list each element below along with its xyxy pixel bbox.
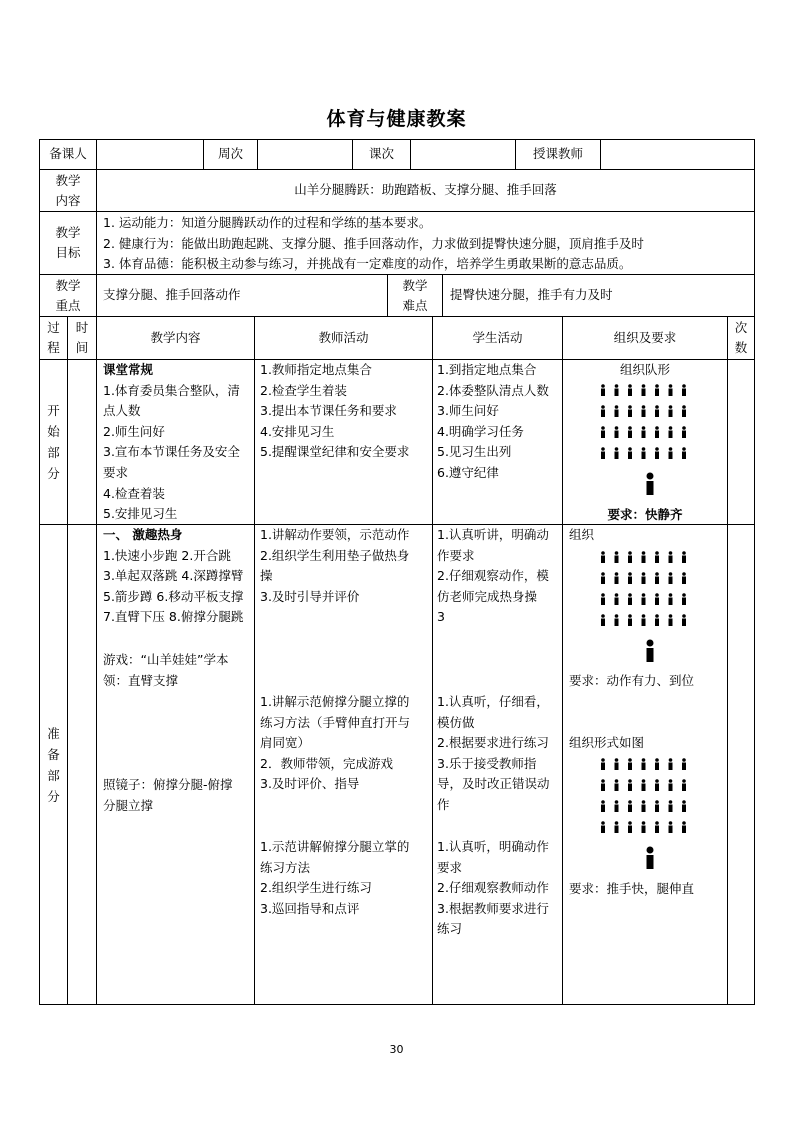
student-figure-icon <box>628 572 632 584</box>
student-figure-icon <box>615 758 619 770</box>
prep-content-b: 游戏：“山羊娃娃”学本 领：直臂支撑 <box>103 652 229 688</box>
student-figure-icon <box>601 614 605 626</box>
start-teacher-figure <box>643 472 657 496</box>
student-figure-icon <box>601 800 605 812</box>
student-figure-icon <box>669 447 673 459</box>
student-figure-icon <box>615 405 619 417</box>
prep-label: 准备部分 <box>47 725 60 804</box>
prep-content-title: 一、 激趣热身 <box>103 527 183 542</box>
teacher-label: 授课教师 <box>532 146 583 162</box>
student-figure-icon <box>642 758 646 770</box>
student-figure-icon <box>655 593 659 605</box>
prep-org-requirement-b: 要求：推手快，腿伸直 <box>569 881 695 896</box>
student-figure-icon <box>655 800 659 812</box>
prep-student-a: 1.认真听讲，明确动 作要求 2.仔细观察动作，模 仿老师完成热身操 3 <box>437 527 549 625</box>
student-figure-icon <box>615 384 619 396</box>
student-figure-icon <box>642 447 646 459</box>
student-figure-icon <box>682 572 686 584</box>
student-figure-icon <box>628 758 632 770</box>
student-figure-icon <box>655 384 659 396</box>
student-figure-icon <box>601 405 605 417</box>
student-figure-icon <box>669 614 673 626</box>
prep-formation-b <box>598 756 690 842</box>
student-figure-icon <box>628 779 632 791</box>
goal-item: 2. 健康行为：能做出助跑起跳、支撑分腿、推手回落动作，力求做到提臀快速分腿，顶肩推手及时 <box>103 235 644 251</box>
student-figure-icon <box>642 384 646 396</box>
student-figure-icon <box>642 821 646 833</box>
student-figure-icon <box>628 426 632 438</box>
student-figure-icon <box>682 405 686 417</box>
prep-org-title-a: 组织 <box>569 527 595 542</box>
student-figure-icon <box>669 426 673 438</box>
student-figure-icon <box>615 593 619 605</box>
student-figure-icon <box>615 447 619 459</box>
start-label: 开始部分 <box>47 403 60 481</box>
student-figure-icon <box>669 405 673 417</box>
prep-teacher-c: 1.示范讲解俯撑分腿立掌的 练习方法 2.组织学生进行练习 3.巡回指导和点评 <box>260 839 410 916</box>
student-figure-icon <box>628 447 632 459</box>
prep-org-requirement-a: 要求：动作有力、到位 <box>569 673 695 688</box>
week-value <box>258 140 352 169</box>
student-figure-icon <box>669 758 673 770</box>
student-figure-icon <box>669 593 673 605</box>
student-figure-icon <box>642 426 646 438</box>
student-figure-icon <box>655 426 659 438</box>
student-figure-icon <box>615 821 619 833</box>
student-figure-icon <box>669 572 673 584</box>
student-figure-icon <box>601 572 605 584</box>
student-figure-icon <box>601 384 605 396</box>
student-figure-icon <box>601 593 605 605</box>
goal-item: 3. 体育品德：能积极主动参与练习，并挑战有一定难度的动作，培养学生勇敢果断的意志品质。 <box>103 256 632 271</box>
student-figure-icon <box>682 593 686 605</box>
student-figure-icon <box>655 821 659 833</box>
student-figure-icon <box>682 384 686 396</box>
lesson-no-value <box>411 140 515 169</box>
student-figure-icon <box>601 551 605 563</box>
student-figure-icon <box>642 405 646 417</box>
content-label: 教学内容 <box>55 172 81 208</box>
goals-label: 教学目标 <box>55 225 81 260</box>
teacher-figure-icon <box>647 473 654 496</box>
start-org-requirement: 要求：快静齐 <box>607 507 683 522</box>
student-figure-icon <box>601 447 605 459</box>
student-figure-icon <box>615 426 619 438</box>
prep-content-c: 照镜子：俯撑分腿-俯撑 分腿立撑 <box>103 777 233 813</box>
col-process: 过程 <box>47 320 60 355</box>
student-figure-icon <box>682 614 686 626</box>
student-figure-icon <box>642 779 646 791</box>
student-figure-icon <box>628 405 632 417</box>
student-figure-icon <box>615 779 619 791</box>
prep-teacher-figure-b <box>643 846 657 870</box>
student-figure-icon <box>628 821 632 833</box>
content-value: 山羊分腿腾跃：助跑踏板、支撑分腿、推手回落 <box>294 182 557 198</box>
col-content: 教学内容 <box>150 329 201 345</box>
prep-content-a: 一、 激趣热身 1.快速小步跑 2.开合跳 3.单起双落跳 4.深蹲撑臂 5.箭步蹲 6.移动平板支撑 7.直臂下压 8.俯撑分腿跳 <box>103 525 253 628</box>
student-figure-icon <box>655 572 659 584</box>
student-figure-icon <box>669 800 673 812</box>
start-content: 课堂常规 1.体育委员集合整队，清 点人数 2.师生问好 3.宣布本节课任务及安全 要求 4.检查着装 5.安排见习生 <box>103 360 253 525</box>
student-figure-icon <box>655 551 659 563</box>
student-figure-icon <box>655 447 659 459</box>
student-figure-icon <box>682 800 686 812</box>
prep-teacher-figure-a <box>643 639 657 663</box>
col-org: 组织及要求 <box>613 329 677 345</box>
week-label: 周次 <box>217 146 243 162</box>
prep-teacher-b: 1.讲解示范俯撑分腿立撑的 练习方法（手臂伸直打开与 肩同宽） 2．教师带领，完成游戏 3.及时评价、指导 <box>260 694 411 792</box>
student-figure-icon <box>628 384 632 396</box>
prep-student-b: 1.认真听，仔细看， 模仿做 2.根据要求进行练习 3.乐于接受教师指 导，及时改正错误动 作 <box>437 694 550 812</box>
student-figure-icon <box>682 551 686 563</box>
student-figure-icon <box>669 779 673 791</box>
lesson-no-label: 课次 <box>368 146 394 162</box>
page-number: 30 <box>389 1043 404 1056</box>
student-figure-icon <box>628 593 632 605</box>
prep-org-title-b: 组织形式如图 <box>569 735 645 750</box>
goal-item: 1. 运动能力：知道分腿腾跃动作的过程和学练的基本要求。 <box>103 215 432 230</box>
difficulty-value: 提臀快速分腿，推手有力及时 <box>450 287 613 303</box>
student-figure-icon <box>615 614 619 626</box>
difficulty-label: 教学难点 <box>402 277 428 313</box>
student-figure-icon <box>615 800 619 812</box>
student-figure-icon <box>601 821 605 833</box>
page-title: 体育与健康教案 <box>326 108 467 130</box>
teacher-value <box>601 140 754 169</box>
student-figure-icon <box>601 758 605 770</box>
student-figure-icon <box>628 800 632 812</box>
preparer-value <box>97 140 203 169</box>
student-figure-icon <box>642 572 646 584</box>
student-figure-icon <box>615 551 619 563</box>
student-figure-icon <box>642 800 646 812</box>
start-teacher: 1.教师指定地点集合 2.检查学生着装 3.提出本节课任务和要求 4.安排见习生 5.提醒课堂纪律和安全要求 <box>260 362 410 460</box>
start-formation <box>598 382 690 468</box>
key-value: 支撑分腿、推手回落动作 <box>103 287 241 303</box>
student-figure-icon <box>682 447 686 459</box>
start-org-title: 组织队形 <box>619 362 670 377</box>
student-figure-icon <box>628 614 632 626</box>
student-figure-icon <box>601 779 605 791</box>
col-student: 学生活动 <box>472 329 523 345</box>
preparer-label: 备课人 <box>49 146 87 162</box>
prep-formation-a <box>598 549 690 635</box>
prep-student-c: 1.认真听，明确动作 要求 2.仔细观察教师动作 3.根据教师要求进行 练习 <box>437 839 549 937</box>
student-figure-icon <box>601 426 605 438</box>
student-figure-icon <box>642 551 646 563</box>
student-figure-icon <box>682 426 686 438</box>
student-figure-icon <box>682 821 686 833</box>
teacher-figure-icon <box>647 640 654 663</box>
student-figure-icon <box>669 551 673 563</box>
student-figure-icon <box>682 779 686 791</box>
student-figure-icon <box>642 614 646 626</box>
start-student: 1.到指定地点集合 2.体委整队清点人数 3.师生问好 4.明确学习任务 5.见习生出列 6.遵守纪律 <box>437 362 549 480</box>
student-figure-icon <box>655 614 659 626</box>
student-figure-icon <box>655 405 659 417</box>
col-times: 次数 <box>734 320 748 355</box>
teacher-figure-icon <box>647 847 654 870</box>
student-figure-icon <box>669 821 673 833</box>
student-figure-icon <box>655 779 659 791</box>
key-label: 教学重点 <box>55 277 81 313</box>
student-figure-icon <box>669 384 673 396</box>
col-teacher: 教师活动 <box>318 329 369 345</box>
prep-teacher-a: 1.讲解动作要领，示范动作 2.组织学生利用垫子做热身 操 3.及时引导并评价 <box>260 527 410 604</box>
student-figure-icon <box>615 572 619 584</box>
student-figure-icon <box>628 551 632 563</box>
start-content-title: 课堂常规 <box>103 362 154 377</box>
student-figure-icon <box>655 758 659 770</box>
student-figure-icon <box>642 593 646 605</box>
student-figure-icon <box>682 758 686 770</box>
goals-list <box>103 213 753 273</box>
col-time: 时间 <box>75 320 89 355</box>
